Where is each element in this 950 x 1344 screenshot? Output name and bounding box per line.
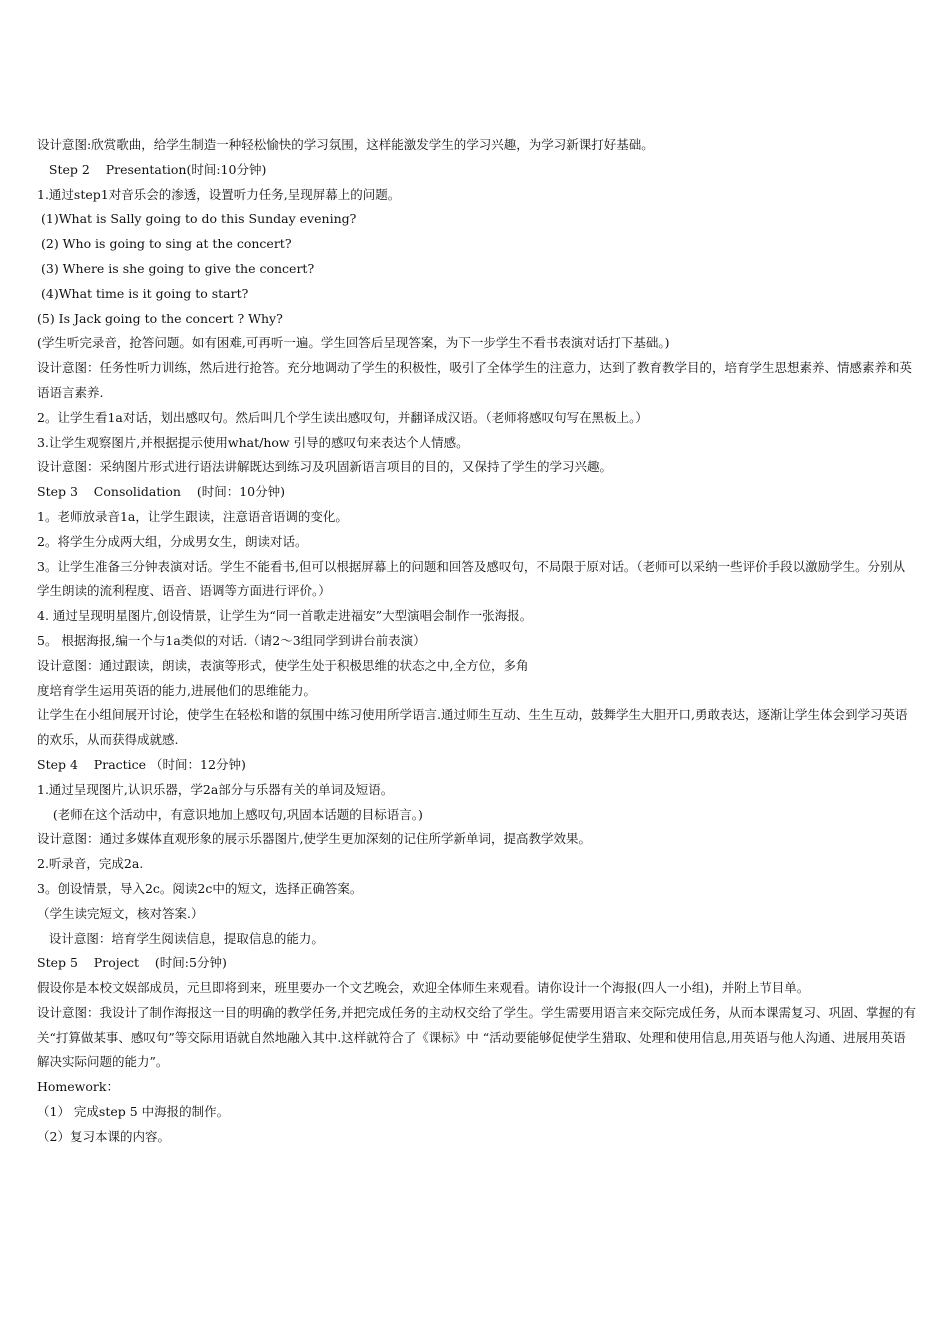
text-line: 设计意图：采纳图片形式进行语法讲解既达到练习及巩固新语言项目的目的，又保持了学生的学习兴趣。: [37, 459, 613, 475]
text-line: (1)What is Sally going to do this Sunday evening?: [37, 211, 357, 227]
text-line: Homework：: [37, 1079, 119, 1095]
text-line: 设计意图：通过跟读，朗读，表演等形式，使学生处于积极思维的状态之中,全方位，多角: [37, 657, 529, 673]
text-line: 4. 通过呈现明星图片,创设情景，让学生为“同一首歌走进福安”大型演唱会制作一张海报。: [37, 608, 533, 624]
text-line: 2.听录音，完成2a.: [37, 856, 144, 872]
text-line: 3.让学生观察图片,并根据提示使用what/how 引导的感叹句来表达个人情感。: [37, 434, 469, 450]
text-line: 假设你是本校文娱部成员，元旦即将到来，班里要办一个文艺晚会，欢迎全体师生来观看。请你设计一个海报(四人一小组)，并附上节目单。: [37, 980, 810, 996]
text-line: 设计意图:欣赏歌曲，给学生制造一种轻松愉快的学习氛围，这样能激发学生的学习兴趣，为学习新课打好基础。: [37, 137, 654, 152]
text-line: Step 2 Presentation(时间:10分钟): [37, 161, 267, 177]
text-line: 设计意图：通过多媒体直观形象的展示乐器图片,使学生更加深刻的记住所学新单词，提高教学效果。: [37, 831, 591, 847]
text-line: 设计意图：我设计了制作海报这一目的明确的教学任务,并把完成任务的主动权交给了学生。学生需要用语言来交际完成任务，从而本课需复习、巩固、掌握的有关“打算做某事、感叹句”等交际用语就自然地融入其中.这样就符合了《课标》中 “活动要能够促使学生猎取、处理和使用信息,用英语与他人沟通、进展用英语解决实际问题的能力”。: [37, 1004, 916, 1070]
text-line: 让学生在小组间展开讨论，使学生在轻松和谐的氛围中练习使用所学语言.通过师生互动、生生互动，鼓舞学生大胆开口,勇敢表达，逐渐让学生体会到学习英语的欢乐，从而获得成就感.: [37, 707, 908, 748]
text-line: 3。让学生准备三分钟表演对话。学生不能看书,但可以根据屏幕上的问题和回答及感叹句，不局限于原对话。（老师可以采纳一些评价手段以激励学生。分别从学生朗读的流利程度、语音、语调等方面进行评价。）: [37, 558, 906, 599]
text-line: (老师在这个活动中，有意识地加上感叹句,巩固本话题的目标语言。): [37, 806, 423, 822]
text-line: （1） 完成step 5 中海报的制作。: [37, 1104, 230, 1120]
text-line: 设计意图：培育学生阅读信息，提取信息的能力。: [37, 930, 324, 946]
text-line: (学生听完录音，抢答问题。如有困难,可再听一遍。学生回答后呈现答案，为下一步学生不看书表演对话打下基础。): [37, 335, 670, 351]
document-body: [37, 133, 917, 1150]
text-line: （学生读完短文，核对答案.）: [37, 905, 204, 921]
text-line: 设计意图：任务性听力训练，然后进行抢答。充分地调动了学生的积极性，吸引了全体学生的注意力，达到了教育教学目的，培育学生思想素养、情感素养和英语语言素养.: [37, 360, 913, 400]
text-line: (2) Who is going to sing at the concert?: [37, 236, 292, 252]
text-line: Step 5 Project (时间:5分钟): [37, 955, 227, 971]
text-line: 3。创设情景，导入2c。阅读2c中的短文，选择正确答案。: [37, 880, 363, 896]
text-line: 5。 根据海报,编一个与1a类似的对话.（请2～3组同学到讲台前表演）: [37, 632, 426, 648]
text-line: 1。老师放录音1a，让学生跟读，注意语音语调的变化。: [37, 508, 348, 524]
text-line: Step 4 Practice （时间：12分钟): [37, 756, 246, 772]
text-line: (5) Is Jack going to the concert ? Why?: [37, 310, 283, 326]
text-line: 2。将学生分成两大组，分成男女生，朗读对话。: [37, 533, 308, 549]
text-line: (3) Where is she going to give the concert?: [37, 260, 315, 276]
text-line: (4)What time is it going to start?: [37, 285, 249, 301]
text-line: （2）复习本课的内容。: [37, 1128, 170, 1144]
text-line: 度培育学生运用英语的能力,进展他们的思维能力。: [37, 682, 316, 698]
text-line: 2。让学生看1a对话，划出感叹句。然后叫几个学生读出感叹句，并翻译成汉语。（老师将感叹句写在黑板上。）: [37, 409, 648, 425]
text-line: 1.通过step1对音乐会的渗透，设置听力任务,呈现屏幕上的问题。: [37, 186, 401, 202]
text-line: 1.通过呈现图片,认识乐器，学2a部分与乐器有关的单词及短语。: [37, 781, 394, 797]
text-line: Step 3 Consolidation (时间：10分钟): [37, 484, 285, 500]
